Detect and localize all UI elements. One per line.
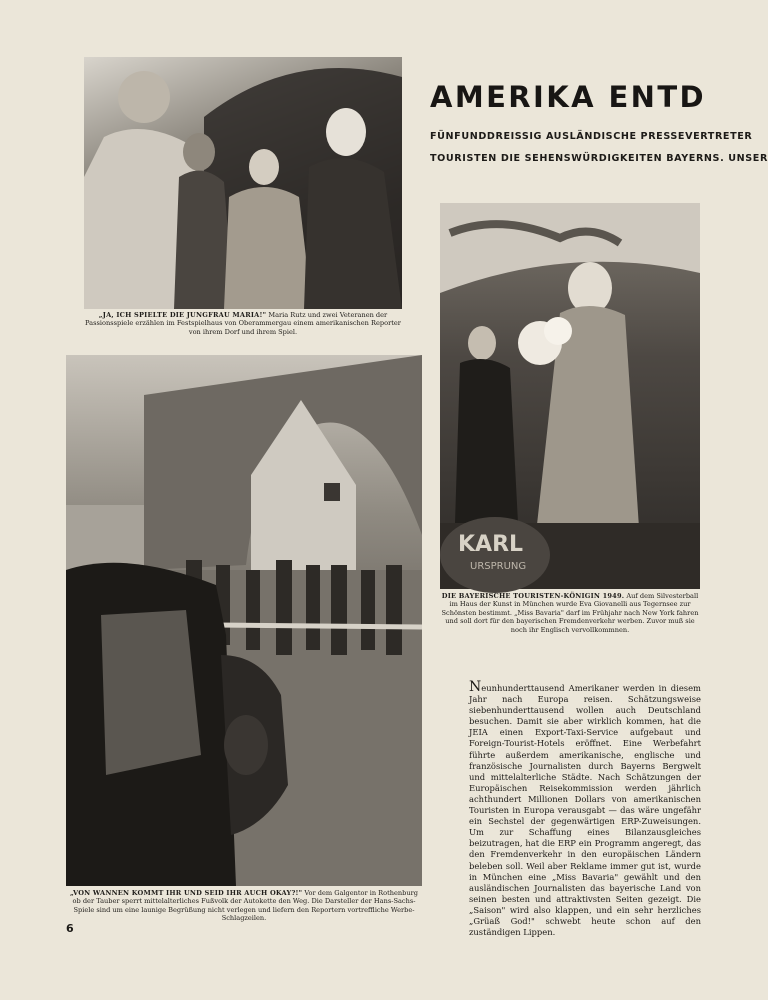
- caption-oberammergau: [84, 311, 402, 336]
- photo-oberammergau-figures: [84, 57, 402, 309]
- article-text: [469, 679, 701, 938]
- caption-rothenburg-text: Vor dem Galgentor in Rothenburg ob der Tauber sperrt mittelalterliches Fußvolk der Autokette den Weg. Die Darsteller der Hans-Sachs-Spiele sind um eine launige Begrüßung nicht verlegen und liefern den Reportern vortreffliche Werbe-Schlagzeilen.: [72, 889, 419, 923]
- photo-miss-bavaria: [440, 203, 700, 589]
- photo-miss-bavaria-scene: [440, 203, 700, 589]
- caption-miss-bavaria-lead: DIE BAYERISCHE TOURISTEN-KÖNIGIN 1949.: [441, 592, 625, 600]
- caption-rothenburg: [66, 889, 422, 923]
- photo-rothenburg-scene: [66, 355, 422, 886]
- article-dropcap: N: [469, 679, 482, 695]
- caption-oberammergau-lead: „JA, ICH SPIELTE DIE JUNGFRAU MARIA!": [98, 311, 267, 319]
- photo-rothenburg: [66, 355, 422, 886]
- page-headline: AMERIKA ENTD: [430, 80, 706, 114]
- caption-miss-bavaria-text: Auf dem Silvesterball im Haus der Kunst in München wurde Eva Giovanelli aus Tegernsee zur Schönsten bestimmt. „Miss Bavaria" darf im Frühjahr nach New York fahren und soll dort für den bayerischen Fremdenverkehr werben. Zuvor muß sie noch ihr Englisch vervollkommnen.: [441, 592, 699, 634]
- caption-oberammergau-text: Maria Rutz und zwei Veteranen der Passionsspiele erzählen im Festspielhaus von Oberammergau einem amerikanischen Reporter von ihrem Dorf und ihrem Spiel.: [85, 311, 401, 336]
- photo-sign-text: KARL: [458, 532, 524, 557]
- subheadline-line-2: TOURISTEN DIE SEHENSWÜRDIGKEITEN BAYERNS. UNSER: [430, 153, 768, 164]
- subheadline-line-1: FÜNFUNDDREISSIG AUSLÄNDISCHE PRESSEVERTRETER: [430, 131, 753, 142]
- article-body: eunhunderttausend Amerikaner werden in diesem Jahr nach Europa reisen. Schätzungsweise siebenhunderttausend wollen auch Deutschland besuchen. Damit sie aber wirklich kommen, hat die JEIA einen Export-Taxi-Service aufgebaut und Foreign-Tourist-Hotels eröffnet. Eine Werbefahrt führte außerdem amerikanische, englische und französische Journalisten durch Bayerns Bergwelt und mittelalterliche Städte. Nach Schätzungen der Europäischen Reisekommission werden jährlich achthundert Millionen Dollars von amerikanischen Touristen in Europa verausgabt — das wäre ungefähr ein Sechstel der gegenwärtigen ERP-Zuweisungen. Um zur Schaffung eines Bilanzausgleiches beizutragen, hat die ERP ein Programm angeregt, das den Fremdenverkehr in den europäischen Ländern beleben soll. Weil aber Reklame immer gut ist, wurde in München eine „Miss Bavaria" gewählt und den ausländischen Journalisten das bayerische Land von seinen besten und attraktivsten Seiten gezeigt. Die „Saison" wird also klappen, und ein sehr herzliches „Grüaß God!" schwebt heute schon auf den zuständigen Lippen.: [469, 683, 701, 938]
- photo-sign-text-2: URSPRUNG: [470, 561, 527, 572]
- photo-oberammergau: [84, 57, 402, 309]
- page-number: 6: [66, 922, 74, 935]
- caption-rothenburg-lead: „VON WANNEN KOMMT IHR UND SEID IHR AUCH OKAY?!": [69, 889, 303, 897]
- caption-miss-bavaria: [440, 592, 700, 634]
